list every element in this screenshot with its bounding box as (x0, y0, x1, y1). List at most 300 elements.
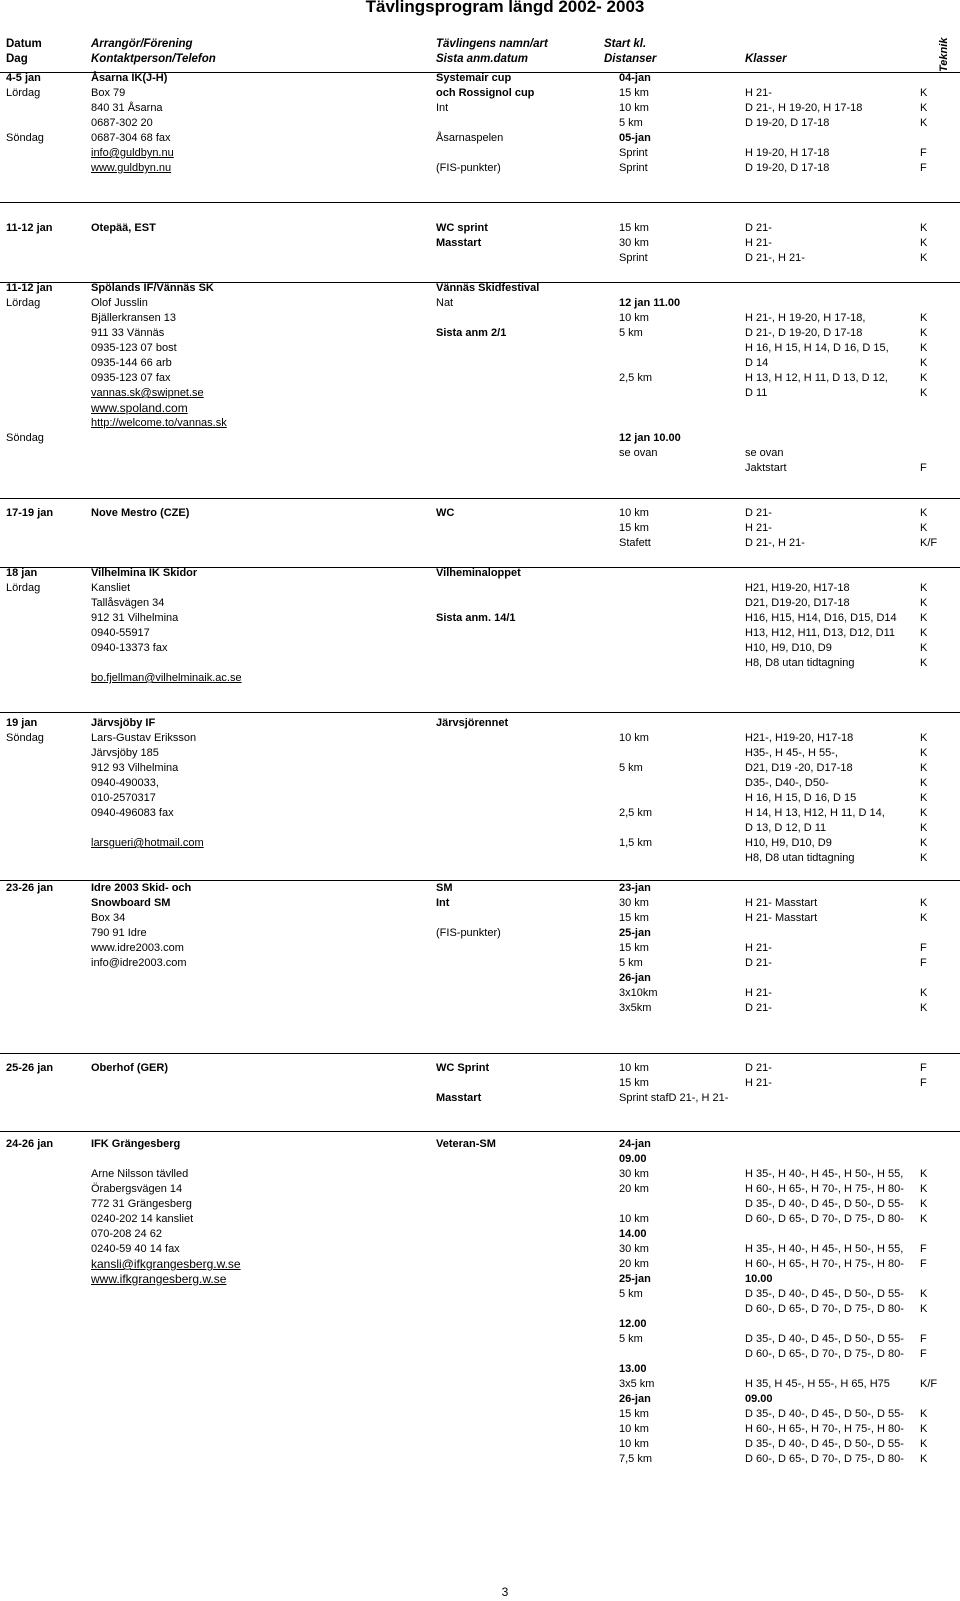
start-distance-cell: 5 km (619, 327, 643, 339)
class-cell: D 21-, H 19-20, H 17-18 (745, 102, 863, 114)
table-row (0, 971, 960, 986)
organizer-cell[interactable]: kansli@ifkgrangesberg.w.se (91, 1257, 241, 1271)
table-row (0, 791, 960, 806)
table-row (0, 641, 960, 656)
organizer-cell: 0240-59 40 14 fax (91, 1243, 180, 1255)
start-distance-cell: 25-jan (619, 1273, 651, 1285)
competition-cell: Masstart (436, 1092, 482, 1104)
table-row (0, 1437, 960, 1452)
start-distance-cell: 5 km (619, 1333, 643, 1345)
organizer-cell[interactable]: www.spoland.com (91, 401, 188, 415)
table-row (0, 1377, 960, 1392)
table-row (0, 851, 960, 866)
class-cell: H 60-, H 65-, H 70-, H 75-, H 80- (745, 1258, 904, 1270)
technique-cell: F (920, 147, 927, 159)
technique-cell: K (920, 747, 928, 759)
technique-cell: K (920, 327, 928, 339)
organizer-cell: Spölands IF/Vännäs SK (91, 282, 214, 294)
technique-cell: F (920, 1258, 927, 1270)
organizer-cell: 0935-123 07 bost (91, 342, 177, 354)
table-row (0, 221, 960, 236)
table-row (0, 626, 960, 641)
organizer-cell: 0940-13373 fax (91, 642, 168, 654)
date-cell: 19 jan (6, 717, 38, 729)
class-cell: D 35-, D 40-, D 45-, D 50-, D 55- (745, 1408, 904, 1420)
class-cell: H 21- (745, 942, 772, 954)
start-distance-cell: 5 km (619, 762, 643, 774)
table-row (0, 161, 960, 176)
date-cell: 24-26 jan (6, 1138, 54, 1150)
competition-cell: Veteran-SM (436, 1138, 496, 1150)
start-distance-cell: 10 km (619, 507, 649, 519)
class-cell: H 21-, H 19-20, H 17-18, (745, 312, 866, 324)
competition-cell: Järvsjörennet (436, 717, 509, 729)
date-cell: Lördag (6, 87, 41, 99)
table-row (0, 566, 960, 581)
technique-cell: K (920, 822, 928, 834)
organizer-cell: 0240-202 14 kansliet (91, 1213, 194, 1225)
competition-cell: WC (436, 507, 455, 519)
table-row (0, 926, 960, 941)
technique-cell: K (920, 807, 928, 819)
start-distance-cell: Sprint (619, 162, 648, 174)
technique-cell: K (920, 762, 928, 774)
table-row (0, 1227, 960, 1242)
technique-cell: K (920, 627, 928, 639)
table-row (0, 956, 960, 971)
class-cell: H 21- Masstart (745, 897, 818, 909)
date-cell: 18 jan (6, 567, 38, 579)
date-cell: Lördag (6, 582, 41, 594)
organizer-cell: 840 31 Åsarna (91, 102, 163, 114)
technique-cell: K (920, 1438, 928, 1450)
class-cell: D 35-, D 40-, D 45-, D 50-, D 55- (745, 1438, 904, 1450)
class-cell: H 14, H 13, H12, H 11, D 14, (745, 807, 885, 819)
table-row (0, 1452, 960, 1467)
date-cell: Söndag (6, 132, 44, 144)
table-row (0, 581, 960, 596)
date-cell: Lördag (6, 297, 41, 309)
class-cell: H8, D8 utan tidtagning (745, 657, 855, 669)
technique-cell: K (920, 87, 928, 99)
technique-cell: K (920, 597, 928, 609)
technique-cell: F (920, 162, 927, 174)
organizer-cell: IFK Grängesberg (91, 1138, 181, 1150)
technique-cell: F (920, 1077, 927, 1089)
table-row (0, 1287, 960, 1302)
class-cell: H 35-, H 40-, H 45-, H 50-, H 55, (745, 1168, 904, 1180)
table-row (0, 671, 960, 686)
competition-cell: Vilheminaloppet (436, 567, 521, 579)
table-row (0, 296, 960, 311)
section-divider (0, 712, 960, 713)
class-cell: D 60-, D 65-, D 70-, D 75-, D 80- (745, 1453, 904, 1465)
technique-cell: K (920, 657, 928, 669)
organizer-cell: 912 93 Vilhelmina (91, 762, 179, 774)
class-cell: D 35-, D 40-, D 45-, D 50-, D 55- (745, 1288, 904, 1300)
table-row (0, 521, 960, 536)
table-row (0, 656, 960, 671)
organizer-cell: Järvsjöby 185 (91, 747, 159, 759)
class-cell: D 21- (745, 507, 772, 519)
competition-cell: Åsarnaspelen (436, 132, 504, 144)
table-row (0, 116, 960, 131)
competition-cell: Int (436, 897, 450, 909)
organizer-cell[interactable]: bo.fjellman@vilhelminaik.ac.se (91, 672, 242, 684)
organizer-cell: 0940-496083 fax (91, 807, 174, 819)
start-distance-cell: 20 km (619, 1183, 649, 1195)
organizer-cell: Åsarna IK(J-H) (91, 72, 168, 84)
start-distance-cell: 30 km (619, 1243, 649, 1255)
class-cell: H 16, H 15, H 14, D 16, D 15, (745, 342, 889, 354)
technique-cell: K (920, 312, 928, 324)
class-cell: D 60-, D 65-, D 70-, D 75-, D 80- (745, 1213, 904, 1225)
table-row (0, 131, 960, 146)
class-cell: H 13, H 12, H 11, D 13, D 12, (745, 372, 888, 384)
class-cell: H 21- (745, 987, 772, 999)
start-distance-cell: 12 jan 11.00 (619, 297, 681, 309)
technique-cell: F (920, 942, 927, 954)
table-row (0, 71, 960, 86)
start-distance-cell: 04-jan (619, 72, 651, 84)
start-distance-cell: 2,5 km (619, 807, 653, 819)
class-cell: D 19-20, D 17-18 (745, 162, 830, 174)
date-cell: 23-26 jan (6, 882, 54, 894)
table-row (0, 536, 960, 551)
technique-cell: K (920, 1408, 928, 1420)
class-cell: D 60-, D 65-, D 70-, D 75-, D 80- (745, 1303, 904, 1315)
table-row (0, 416, 960, 431)
organizer-cell: 0687-304 68 fax (91, 132, 171, 144)
start-distance-cell: 14.00 (619, 1228, 647, 1240)
start-distance-cell: 10 km (619, 1423, 649, 1435)
header-teknik-label: Teknik (938, 37, 950, 72)
date-cell: 11-12 jan (6, 222, 53, 234)
competition-cell: Sista anm 2/1 (436, 327, 507, 339)
table-row (0, 386, 960, 401)
class-cell: D 35-, D 40-, D 45-, D 50-, D 55- (745, 1333, 904, 1345)
start-distance-cell: 26-jan (619, 1393, 651, 1405)
class-cell: D 21-, H 21- (745, 252, 805, 264)
technique-cell: K (920, 1423, 928, 1435)
class-cell: H 19-20, H 17-18 (745, 147, 830, 159)
competition-cell: WC Sprint (436, 1062, 490, 1074)
organizer-cell: 772 31 Grängesberg (91, 1198, 192, 1210)
table-row (0, 821, 960, 836)
table-row (0, 1076, 960, 1091)
class-cell: D 21- (745, 1002, 772, 1014)
header-teknik (938, 34, 952, 74)
class-cell: H21, H19-20, H17-18 (745, 582, 850, 594)
table-row (0, 1407, 960, 1422)
header-dag: Dag (6, 53, 28, 65)
competition-cell: och Rossignol cup (436, 87, 535, 99)
organizer-cell: Box 34 (91, 912, 126, 924)
table-row (0, 1091, 960, 1106)
technique-cell: K (920, 522, 928, 534)
organizer-cell: Snowboard SM (91, 897, 171, 909)
technique-cell: K (920, 777, 928, 789)
technique-cell: K (920, 1002, 928, 1014)
technique-cell: K/F (920, 1378, 938, 1390)
class-cell: H 16, H 15, D 16, D 15 (745, 792, 857, 804)
technique-cell: K (920, 1453, 928, 1465)
class-cell: D 21-, D 19-20, D 17-18 (745, 327, 863, 339)
class-cell: H 60-, H 65-, H 70-, H 75-, H 80- (745, 1183, 904, 1195)
technique-cell: K (920, 1168, 928, 1180)
table-row (0, 896, 960, 911)
table-row (0, 1182, 960, 1197)
class-cell: D 35-, D 40-, D 45-, D 50-, D 55- (745, 1198, 904, 1210)
table-row (0, 746, 960, 761)
class-cell: 10.00 (745, 1273, 773, 1285)
table-row (0, 731, 960, 746)
class-cell: D 21- (745, 957, 772, 969)
class-cell: H 21- Masstart (745, 912, 818, 924)
start-distance-cell: 12.00 (619, 1318, 647, 1330)
class-cell: H10, H9, D10, D9 (745, 642, 832, 654)
organizer-cell[interactable]: vannas.sk@swipnet.se (91, 387, 204, 399)
date-cell: Söndag (6, 432, 44, 444)
table-row (0, 836, 960, 851)
organizer-cell[interactable]: http://welcome.to/vannas.sk (91, 417, 227, 429)
start-distance-cell: 3x5km (619, 1002, 652, 1014)
start-distance-cell: 15 km (619, 522, 649, 534)
start-distance-cell: 15 km (619, 1077, 649, 1089)
date-cell: 25-26 jan (6, 1062, 54, 1074)
table-row (0, 941, 960, 956)
class-cell: H21-, H19-20, H17-18 (745, 732, 854, 744)
table-row (0, 1152, 960, 1167)
technique-cell: K/F (920, 537, 938, 549)
class-cell: H8, D8 utan tidtagning (745, 852, 855, 864)
technique-cell: K (920, 612, 928, 624)
start-distance-cell: Sprint stafD 21-, H 21- (619, 1092, 729, 1104)
date-cell: 17-19 jan (6, 507, 54, 519)
table-row (0, 506, 960, 521)
start-distance-cell: Stafett (619, 537, 651, 549)
technique-cell: K (920, 642, 928, 654)
class-cell: H13, H12, H11, D13, D12, D11 (745, 627, 896, 639)
start-distance-cell: 26-jan (619, 972, 651, 984)
technique-cell: F (920, 462, 927, 474)
technique-cell: F (920, 1348, 927, 1360)
technique-cell: K (920, 252, 928, 264)
class-cell: D21, D19-20, D17-18 (745, 597, 850, 609)
technique-cell: K (920, 912, 928, 924)
date-cell: Söndag (6, 732, 44, 744)
start-distance-cell: 3x5 km (619, 1378, 655, 1390)
organizer-cell: Kansliet (91, 582, 131, 594)
organizer-cell[interactable]: info@guldbyn.nu (91, 147, 174, 159)
class-cell: D 14 (745, 357, 769, 369)
organizer-cell: info@idre2003.com (91, 957, 187, 969)
technique-cell: K (920, 222, 928, 234)
table-row (0, 761, 960, 776)
table-row (0, 461, 960, 476)
table-row (0, 101, 960, 116)
competition-cell: Sista anm. 14/1 (436, 612, 516, 624)
start-distance-cell: 10 km (619, 732, 649, 744)
table-row (0, 371, 960, 386)
table-row (0, 311, 960, 326)
table-row (0, 1242, 960, 1257)
table-row (0, 716, 960, 731)
class-cell: H 21- (745, 522, 772, 534)
start-distance-cell: 15 km (619, 912, 649, 924)
start-distance-cell: 12 jan 10.00 (619, 432, 681, 444)
table-row (0, 356, 960, 371)
section-divider (0, 498, 960, 499)
organizer-cell: 0935-144 66 arb (91, 357, 172, 369)
start-distance-cell: Sprint (619, 147, 648, 159)
table-row (0, 1272, 960, 1287)
table-row (0, 341, 960, 356)
section-divider (0, 1131, 960, 1132)
organizer-cell: Box 79 (91, 87, 126, 99)
class-cell: H 60-, H 65-, H 70-, H 75-, H 80- (745, 1423, 904, 1435)
table-row (0, 326, 960, 341)
organizer-cell: Otepää, EST (91, 222, 156, 234)
technique-cell: K (920, 837, 928, 849)
header-start: Start kl. (604, 38, 647, 50)
technique-cell: K (920, 1198, 928, 1210)
start-distance-cell: 15 km (619, 87, 649, 99)
technique-cell: K (920, 342, 928, 354)
start-distance-cell: 3x10km (619, 987, 658, 999)
header-klasser: Klasser (745, 53, 787, 65)
technique-cell: K (920, 1213, 928, 1225)
table-row (0, 236, 960, 251)
class-cell: D 21- (745, 1062, 772, 1074)
table-row (0, 1257, 960, 1272)
start-distance-cell: 15 km (619, 222, 649, 234)
technique-cell: K (920, 357, 928, 369)
organizer-cell: Arne Nilsson tävlled (91, 1168, 189, 1180)
technique-cell: K (920, 237, 928, 249)
organizer-cell: Nove Mestro (CZE) (91, 507, 190, 519)
start-distance-cell: 10 km (619, 1213, 649, 1225)
class-cell: D 11 (745, 387, 768, 399)
class-cell: D 19-20, D 17-18 (745, 117, 830, 129)
start-distance-cell: 13.00 (619, 1363, 647, 1375)
start-distance-cell: 5 km (619, 117, 643, 129)
table-row (0, 1347, 960, 1362)
organizer-cell: 010-2570317 (91, 792, 156, 804)
header-distanser: Distanser (604, 53, 657, 65)
technique-cell: K (920, 1183, 928, 1195)
organizer-cell: 070-208 24 62 (91, 1228, 162, 1240)
start-distance-cell: 2,5 km (619, 372, 653, 384)
section-divider (0, 202, 960, 203)
organizer-cell: Lars-Gustav Eriksson (91, 732, 197, 744)
start-distance-cell: 10 km (619, 312, 649, 324)
start-distance-cell: 7,5 km (619, 1453, 653, 1465)
table-row (0, 1302, 960, 1317)
date-cell: 4-5 jan (6, 72, 41, 84)
organizer-cell: Olof Jusslin (91, 297, 148, 309)
header-arrangor: Arrangör/Förening (91, 38, 193, 50)
organizer-cell: 0687-302 20 (91, 117, 153, 129)
table-row (0, 881, 960, 896)
organizer-cell: 911 33 Vännäs (91, 327, 165, 339)
header-kontakt: Kontaktperson/Telefon (91, 53, 216, 65)
class-cell: se ovan (745, 447, 784, 459)
technique-cell: K (920, 507, 928, 519)
class-cell: H10, H9, D10, D9 (745, 837, 832, 849)
table-row (0, 1167, 960, 1182)
class-cell: H16, H15, H14, D16, D15, D14 (745, 612, 897, 624)
table-row (0, 1001, 960, 1016)
table-row (0, 446, 960, 461)
table-row (0, 596, 960, 611)
start-distance-cell: 15 km (619, 1408, 649, 1420)
organizer-cell: 0935-123 07 fax (91, 372, 171, 384)
table-row (0, 251, 960, 266)
start-distance-cell: 25-jan (619, 927, 651, 939)
organizer-cell: Tallåsvägen 34 (91, 597, 165, 609)
competition-cell: Vännäs Skidfestival (436, 282, 540, 294)
organizer-cell: Bjällerkransen 13 (91, 312, 176, 324)
table-row (0, 986, 960, 1001)
table-row (0, 776, 960, 791)
organizer-cell: www.idre2003.com (91, 942, 184, 954)
organizer-cell: 912 31 Vilhelmina (91, 612, 179, 624)
class-cell: D 60-, D 65-, D 70-, D 75-, D 80- (745, 1348, 904, 1360)
table-row (0, 401, 960, 416)
date-cell: 11-12 jan (6, 282, 53, 294)
start-distance-cell: se ovan (619, 447, 658, 459)
technique-cell: F (920, 957, 927, 969)
organizer-cell[interactable]: www.guldbyn.nu (91, 162, 172, 174)
organizer-cell: 0940-55917 (91, 627, 150, 639)
class-cell: D 21-, H 21- (745, 537, 805, 549)
organizer-cell: Idre 2003 Skid- och (91, 882, 192, 894)
start-distance-cell: 23-jan (619, 882, 651, 894)
technique-cell: K (920, 732, 928, 744)
table-row (0, 146, 960, 161)
class-cell: H35-, H 45-, H 55-, (745, 747, 838, 759)
technique-cell: K (920, 792, 928, 804)
technique-cell: K (920, 987, 928, 999)
class-cell: H 35, H 45-, H 55-, H 65, H75 (745, 1378, 890, 1390)
technique-cell: K (920, 387, 928, 399)
table-row (0, 1197, 960, 1212)
start-distance-cell: 30 km (619, 237, 649, 249)
table-row (0, 911, 960, 926)
start-distance-cell: 5 km (619, 1288, 643, 1300)
organizer-cell: 0940-490033, (91, 777, 159, 789)
competition-cell: (FIS-punkter) (436, 162, 501, 174)
class-cell: H 21- (745, 237, 772, 249)
competition-cell: Masstart (436, 237, 482, 249)
class-cell: Jaktstart (745, 462, 787, 474)
table-row (0, 1392, 960, 1407)
start-distance-cell: Sprint (619, 252, 648, 264)
competition-cell: WC sprint (436, 222, 488, 234)
class-cell: D21, D19 -20, D17-18 (745, 762, 853, 774)
table-row (0, 1137, 960, 1152)
technique-cell: F (920, 1333, 927, 1345)
page-title: Tävlingsprogram längd 2002- 2003 (365, 0, 645, 16)
organizer-cell[interactable]: larsgueri@hotmail.com (91, 837, 204, 849)
competition-cell: SM (436, 882, 453, 894)
start-distance-cell: 30 km (619, 1168, 649, 1180)
class-cell: 09.00 (745, 1393, 773, 1405)
organizer-cell: Oberhof (GER) (91, 1062, 168, 1074)
technique-cell: K (920, 582, 928, 594)
organizer-cell[interactable]: www.ifkgrangesberg.w.se (91, 1272, 227, 1286)
